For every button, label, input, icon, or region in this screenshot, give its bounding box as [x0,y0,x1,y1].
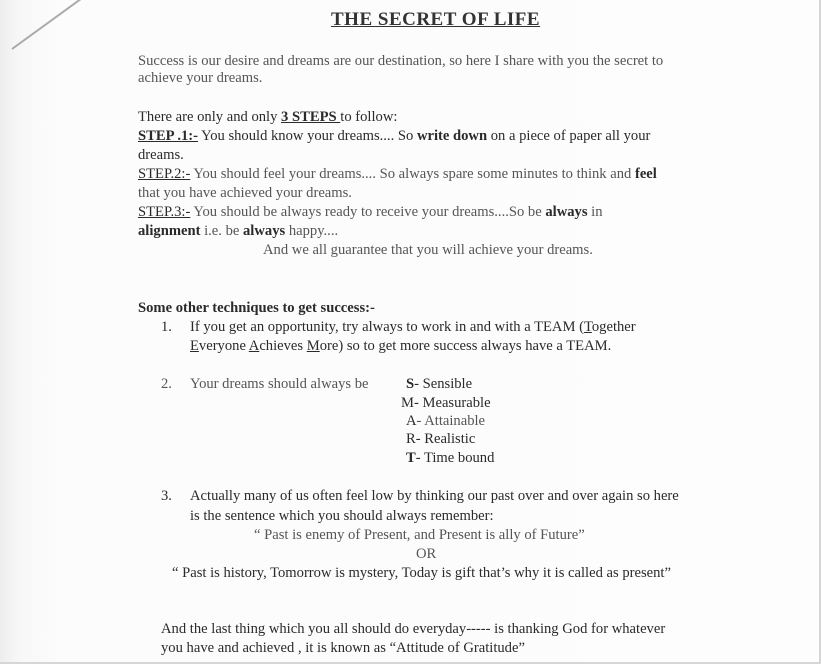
item-1-e: E [190,338,199,354]
item-1-achieves: chieves [259,338,307,354]
item-1-line-2 [190,337,611,355]
steps-lead [138,108,397,126]
step-2-line-2: that you have achieved your dreams. [138,185,352,201]
step-3-line-1 [138,203,603,221]
item-1-number: 1. [161,319,172,335]
steps-lead-tail: to follow: [340,109,398,125]
step-2-text-bold: feel [634,166,657,182]
step-3-label: STEP.3:- [138,204,191,220]
step-3-text-a: You should be always ready to receive your dreams....So be [190,204,546,220]
steps-lead-text: There are only and only [138,109,282,125]
step-1-text-a: You should know your dreams.... So [198,128,417,144]
item-1-more: ore) so to get more success always have a TEAM. [319,338,612,354]
quote-2: “ Past is history, Tomorrow is mystery, Today is gift that’s why it is called as present” [172,565,671,581]
step-3-text-b: in [587,204,603,220]
step-1-text-bold: write down [416,128,488,144]
smart-s-letter: S [406,376,415,392]
step-2-line-1 [138,165,657,183]
document-title: THE SECRET OF LIFE [331,9,541,30]
smart-r [406,430,475,448]
item-1-m: M [306,338,320,354]
quote-1: “ Past is enemy of Present, and Present is ally of Future” [254,527,585,543]
step-2-label: STEP.2:- [138,166,191,182]
smart-r-word: - Realistic [415,431,476,447]
closing-line-1: And the last thing which you all should do everyday----- is thanking God for whatever [161,621,666,637]
step-3-line2-b: happy.... [285,223,339,239]
item-1-t: T [583,319,592,335]
techniques-heading: Some other techniques to get success:- [138,300,375,316]
step-3-text-bold: always [545,204,588,220]
step-3-always: always [243,223,286,239]
guarantee-line: And we all guarantee that you will achieve your dreams. [263,242,593,258]
item-2-lead: Your dreams should always be [190,376,369,392]
item-1-text: If you get an opportunity, try always to work in and with a TEAM ( [190,319,584,335]
step-1-line-1 [138,127,650,145]
smart-s-word: - Sensible [414,376,473,392]
closing-line-2: you have and achieved , it is known as “Attitude of Gratitude” [161,640,525,656]
step-1-line-2: dreams. [138,147,184,163]
intro-line-2: achieve your dreams. [138,70,263,86]
smart-r-letter: R [406,431,416,447]
steps-count: 3 STEPS [281,109,341,125]
smart-m [401,394,491,412]
item-1-line-1 [190,318,636,336]
smart-m-word: - Measurable [413,395,491,411]
item-1-a: A [248,338,260,354]
smart-a [406,412,485,430]
smart-t [406,449,494,467]
smart-a-letter: A [406,413,417,429]
intro-line-1: Success is our desire and dreams are our destination, so here I share with you the secret to [138,53,664,69]
item-3-line-2: is the sentence which you should always remember: [190,508,494,524]
smart-a-word: - Attainable [416,413,486,429]
smart-t-word: - Time bound [415,450,495,466]
step-3-line2-a: i.e. be [200,223,243,239]
step-1-text-b: on a piece of paper all your [487,128,651,144]
item-2-number: 2. [161,376,172,392]
item-3-line-1: Actually many of us often feel low by thinking our past over and over again so here [190,488,679,504]
scan-mark [11,0,109,50]
item-1-together: ogether [591,319,636,335]
smart-t-letter: T [406,450,416,466]
step-1-label: STEP .1:- [138,128,199,144]
quote-or: OR [416,546,437,562]
smart-s [406,375,472,393]
item-1-everyone: veryone [198,338,249,354]
step-3-alignment: alignment [138,223,201,239]
smart-m-letter: M [401,395,414,411]
step-3-line-2 [138,222,338,240]
step-2-text-a: You should feel your dreams.... So always spare some minutes to think and [190,166,635,182]
item-3-number: 3. [161,488,172,504]
